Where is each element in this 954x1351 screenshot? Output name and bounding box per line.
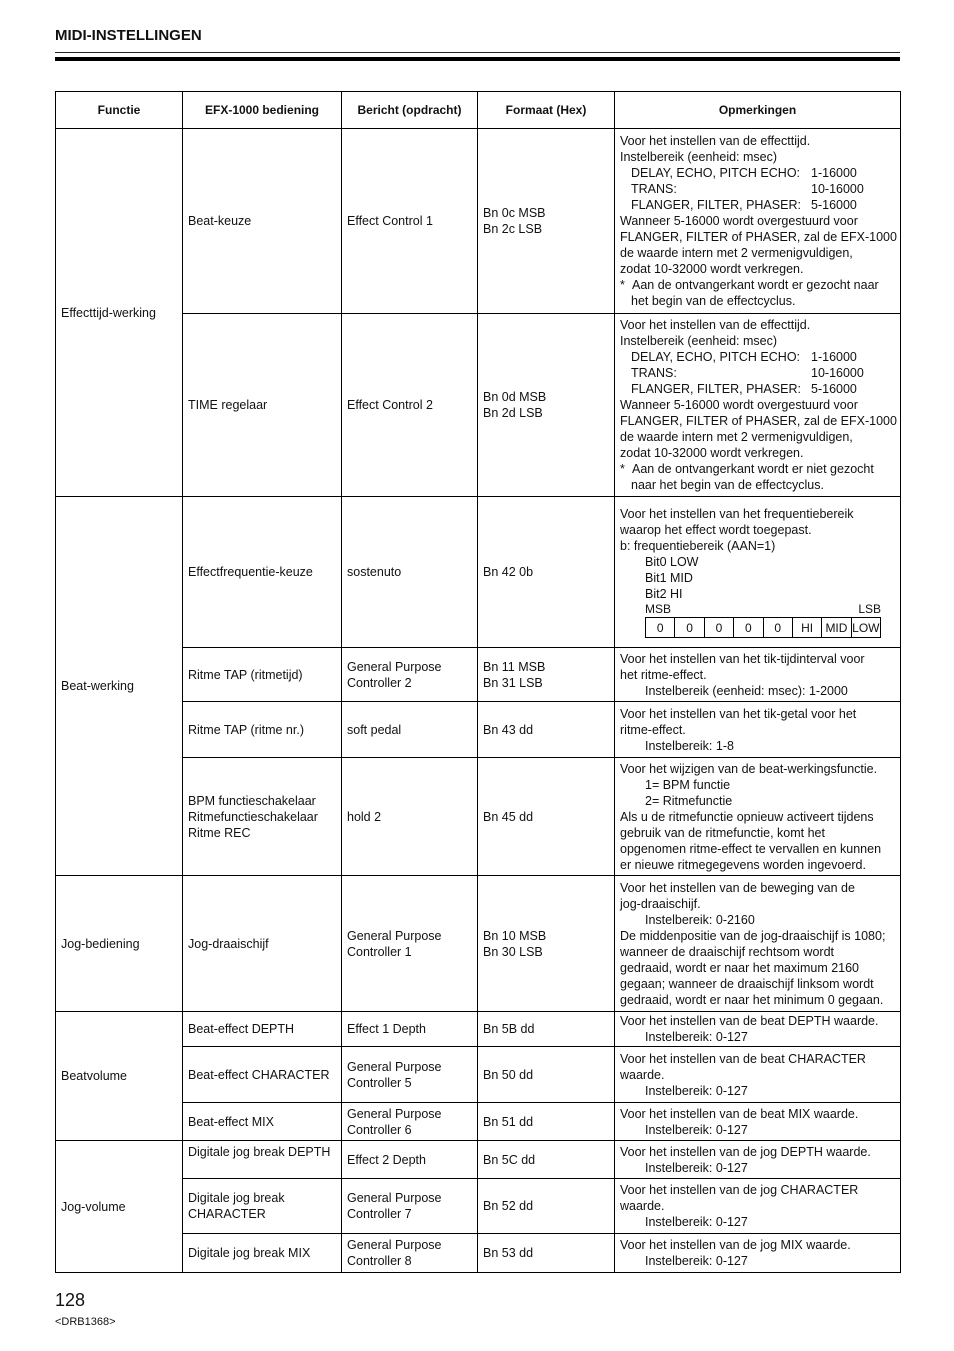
remarks-cell (615, 876, 901, 1012)
control-cell: Digitale jog break DEPTH (183, 1141, 342, 1179)
message-cell: hold 2 (342, 758, 478, 876)
remark-line: Voor het instellen van de beat DEPTH waarde. (620, 1014, 879, 1028)
remark-line: gedraaid, wordt er naar het maximum 2160 (620, 960, 860, 975)
midi-table (55, 91, 901, 1273)
remark-line: de waarde intern met 2 vermenigvuldigen, (620, 430, 853, 444)
bit-cell: HI (792, 618, 821, 638)
message-line: Controller 6 (347, 1122, 412, 1137)
message-cell (342, 1103, 478, 1141)
function-cell: Jog-volume (56, 1141, 183, 1273)
format-cell (478, 129, 615, 314)
remark-line: gegaan; wanneer de draaischijf linksom wordt (620, 976, 874, 991)
table-row (56, 129, 901, 314)
message-line: General Purpose (347, 659, 442, 674)
bit-diagram (645, 602, 881, 638)
bit-table (645, 617, 881, 638)
remark-line: zodat 10-32000 wordt verkregen. (620, 262, 804, 276)
remark-line: 2= Ritmefunctie (645, 793, 733, 808)
remark-bit: Bit1 MID (645, 571, 693, 585)
remark-param: DELAY, ECHO, PITCH ECHO: 1-16000 (631, 350, 857, 364)
control-line: Digitale jog break (188, 1191, 285, 1205)
remark-note: * Aan de ontvangerkant wordt er niet gezocht (620, 462, 874, 476)
remark-line: Voor het instellen van het tik-tijdinterval voor (620, 651, 865, 666)
remark-line: opgenomen ritme-effect te vervallen en kunnen (620, 841, 882, 856)
remark-line: Voor het instellen van de beweging van de (620, 880, 855, 895)
message-cell (342, 1179, 478, 1234)
remark-line: Voor het instellen van de beat MIX waarde. (620, 1106, 859, 1121)
remark-line: Voor het instellen van de jog CHARACTER (620, 1183, 859, 1197)
table-row (56, 758, 901, 876)
remarks-cell (615, 314, 901, 497)
remark-param: FLANGER, FILTER, PHASER: 5-16000 (631, 382, 857, 396)
format-cell: Bn 42 0b (478, 497, 615, 648)
remark-line: waarop het effect wordt toegepast. (620, 523, 812, 537)
control-line: BPM functieschakelaar (188, 793, 316, 808)
column-header: Formaat (Hex) (478, 92, 615, 129)
remark-line: ritme-effect. (620, 722, 686, 737)
control-cell: Effectfrequentie-keuze (183, 497, 342, 648)
control-cell: Ritme TAP (ritmetijd) (183, 648, 342, 702)
remark-line: gebruik van de ritmefunctie, komt het (620, 825, 825, 840)
table-row (56, 1141, 901, 1179)
control-cell: Beat-effect MIX (183, 1103, 342, 1141)
bit-cell: 0 (734, 618, 763, 638)
page-number: 128 (55, 1290, 86, 1310)
format-line: Bn 2d LSB (483, 406, 543, 420)
remark-line: Instelbereik: 0-2160 (645, 912, 755, 927)
remark-note: naar het begin van de effectcyclus. (631, 478, 824, 492)
function-cell: Effecttijd-werking (56, 129, 183, 497)
table-row (56, 1012, 901, 1047)
remark-line: Instelbereik: 0-127 (645, 1160, 748, 1175)
control-cell: Beat-effect CHARACTER (183, 1047, 342, 1103)
remark-param: TRANS: 10-16000 (631, 366, 864, 380)
bit-cell: 0 (763, 618, 792, 638)
remark-line: Wanneer 5-16000 wordt overgestuurd voor (620, 398, 858, 412)
control-line: Ritme REC (188, 825, 251, 840)
format-cell: Bn 50 dd (478, 1047, 615, 1103)
message-cell: Effect Control 1 (342, 129, 478, 314)
remark-param: TRANS: 10-16000 (631, 182, 864, 196)
remark-line: jog-draaischijf. (620, 896, 701, 911)
control-cell: TIME regelaar (183, 314, 342, 497)
message-line: Controller 7 (347, 1207, 412, 1221)
remark-line: waarde. (620, 1199, 665, 1213)
format-cell: Bn 5C dd (478, 1141, 615, 1179)
table-row (56, 702, 901, 758)
remarks-cell (615, 1103, 901, 1141)
remark-line: Instelbereik: 0-127 (645, 1083, 748, 1098)
control-cell: Beat-effect DEPTH (183, 1012, 342, 1047)
function-cell: Jog-bediening (56, 876, 183, 1012)
message-line: General Purpose (347, 1238, 442, 1252)
table-row (56, 1234, 901, 1273)
message-cell (342, 1047, 478, 1103)
bit-cell: 0 (675, 618, 704, 638)
remarks-cell (615, 1047, 901, 1103)
remark-line: Instelbereik (eenheid: msec): 1-2000 (645, 683, 848, 698)
message-cell (342, 1234, 478, 1273)
format-cell: Bn 51 dd (478, 1103, 615, 1141)
format-cell: Bn 5B dd (478, 1012, 615, 1047)
message-line: General Purpose (347, 1106, 442, 1121)
table-row (56, 876, 901, 1012)
format-cell (478, 648, 615, 702)
table-row (56, 1047, 901, 1103)
format-cell (478, 314, 615, 497)
message-line: General Purpose (347, 1191, 442, 1205)
table-row (56, 648, 901, 702)
remark-line: Als u de ritmefunctie opnieuw activeert tijdens (620, 809, 874, 824)
message-line: Controller 8 (347, 1254, 412, 1268)
format-cell (478, 876, 615, 1012)
remark-line: Voor het instellen van het tik-getal voor het (620, 706, 857, 721)
remark-line: FLANGER, FILTER of PHASER, zal de EFX-1000 (620, 414, 897, 428)
table-row (56, 1103, 901, 1141)
control-cell: Digitale jog break MIX (183, 1234, 342, 1273)
format-line: Bn 0c MSB (483, 206, 546, 220)
message-cell: Effect 1 Depth (342, 1012, 478, 1047)
message-line: Controller 1 (347, 944, 412, 959)
message-cell (342, 648, 478, 702)
bit-cell: 0 (704, 618, 733, 638)
control-cell (183, 758, 342, 876)
remark-line: Instelbereik: 0-127 (645, 1215, 748, 1229)
format-cell: Bn 45 dd (478, 758, 615, 876)
remarks-cell (615, 702, 901, 758)
remark-line: Instelbereik: 0-127 (645, 1122, 748, 1137)
remark-line: Voor het instellen van de effecttijd. (620, 134, 811, 148)
document-code: <DRB1368> (55, 1316, 116, 1328)
format-line: Bn 11 MSB (483, 659, 546, 674)
remarks-cell (615, 497, 901, 648)
remark-line: de waarde intern met 2 vermenigvuldigen, (620, 246, 853, 260)
msb-label: MSB (645, 602, 672, 616)
remarks-cell (615, 1141, 901, 1179)
remarks-cell (615, 129, 901, 314)
remarks-cell (615, 1179, 901, 1234)
remark-param: FLANGER, FILTER, PHASER: 5-16000 (631, 198, 857, 212)
remark-line: wanneer de draaischijf rechtsom wordt (620, 944, 834, 959)
format-line: Bn 0d MSB (483, 390, 547, 404)
remark-line: Instelbereik: 0-127 (645, 1254, 748, 1268)
format-line: Bn 30 LSB (483, 944, 543, 959)
remark-bit: Bit2 HI (645, 587, 683, 601)
remark-line: het ritme-effect. (620, 667, 707, 682)
bit-cell: LOW (851, 618, 880, 638)
remark-line: Wanneer 5-16000 wordt overgestuurd voor (620, 214, 858, 228)
function-cell: Beat-werking (56, 497, 183, 876)
message-cell: Effect 2 Depth (342, 1141, 478, 1179)
format-line: Bn 2c LSB (483, 222, 543, 236)
message-line: Controller 5 (347, 1075, 412, 1090)
control-cell: Jog-draaischijf (183, 876, 342, 1012)
message-line: General Purpose (347, 1059, 442, 1074)
message-line: Controller 2 (347, 675, 412, 690)
column-header: Bericht (opdracht) (342, 92, 478, 129)
remark-line: Voor het instellen van de jog DEPTH waarde. (620, 1144, 871, 1159)
remark-line: FLANGER, FILTER of PHASER, zal de EFX-1000 (620, 230, 897, 244)
remark-line: Voor het instellen van de jog MIX waarde. (620, 1238, 851, 1252)
message-cell: sostenuto (342, 497, 478, 648)
table-row (56, 1179, 901, 1234)
remark-line: Voor het instellen van de effecttijd. (620, 318, 811, 332)
format-cell: Bn 52 dd (478, 1179, 615, 1234)
column-header: Opmerkingen (615, 92, 901, 129)
remark-line: zodat 10-32000 wordt verkregen. (620, 446, 804, 460)
format-line: Bn 31 LSB (483, 675, 543, 690)
control-line: Ritmefunctieschakelaar (188, 809, 318, 824)
remark-line: Instelbereik (eenheid: msec) (620, 150, 778, 164)
column-header: Functie (56, 92, 183, 129)
lsb-label: LSB (858, 602, 881, 616)
control-cell (183, 1179, 342, 1234)
remark-line: Voor het instellen van de beat CHARACTER (620, 1051, 866, 1066)
bit-cell: 0 (646, 618, 675, 638)
remark-line: b: frequentiebereik (AAN=1) (620, 539, 776, 553)
format-cell: Bn 53 dd (478, 1234, 615, 1273)
remark-line: Instelbereik (eenheid: msec) (620, 334, 778, 348)
control-cell: Beat-keuze (183, 129, 342, 314)
page-title: MIDI-INSTELLINGEN (55, 27, 202, 44)
column-header: EFX-1000 bediening (183, 92, 342, 129)
control-line: CHARACTER (188, 1207, 266, 1221)
remark-line: Instelbereik: 1-8 (645, 738, 734, 753)
remarks-cell (615, 758, 901, 876)
remark-line: gedraaid, wordt er naar het minimum 0 gegaan. (620, 992, 884, 1007)
remark-bit: Bit0 LOW (645, 555, 699, 569)
message-cell: Effect Control 2 (342, 314, 478, 497)
format-cell: Bn 43 dd (478, 702, 615, 758)
format-line: Bn 10 MSB (483, 928, 547, 943)
function-cell: Beatvolume (56, 1012, 183, 1141)
table-row (56, 314, 901, 497)
header-rule-thick (55, 57, 900, 61)
message-line: General Purpose (347, 928, 442, 943)
remark-line: De middenpositie van de jog-draaischijf is 1080; (620, 928, 886, 943)
remark-note: het begin van de effectcyclus. (631, 294, 796, 308)
remark-line: Voor het wijzigen van de beat-werkingsfunctie. (620, 761, 878, 776)
remark-line: Voor het instellen van het frequentiebereik (620, 507, 854, 521)
table-row (56, 497, 901, 648)
remark-line: 1= BPM functie (645, 777, 731, 792)
remark-line: er nieuwe ritmegegevens worden ingevoerd. (620, 857, 866, 872)
message-cell (342, 876, 478, 1012)
remark-line: Instelbereik: 0-127 (645, 1030, 748, 1044)
remark-param: DELAY, ECHO, PITCH ECHO: 1-16000 (631, 166, 857, 180)
message-cell: soft pedal (342, 702, 478, 758)
remarks-cell (615, 648, 901, 702)
remarks-cell (615, 1234, 901, 1273)
control-cell: Ritme TAP (ritme nr.) (183, 702, 342, 758)
remarks-cell (615, 1012, 901, 1047)
remark-note: * Aan de ontvangerkant wordt er gezocht naar (620, 278, 879, 292)
remark-line: waarde. (620, 1067, 665, 1082)
bit-cell: MID (822, 618, 851, 638)
header-rule-thin (55, 52, 900, 53)
table-header-row (56, 92, 901, 129)
